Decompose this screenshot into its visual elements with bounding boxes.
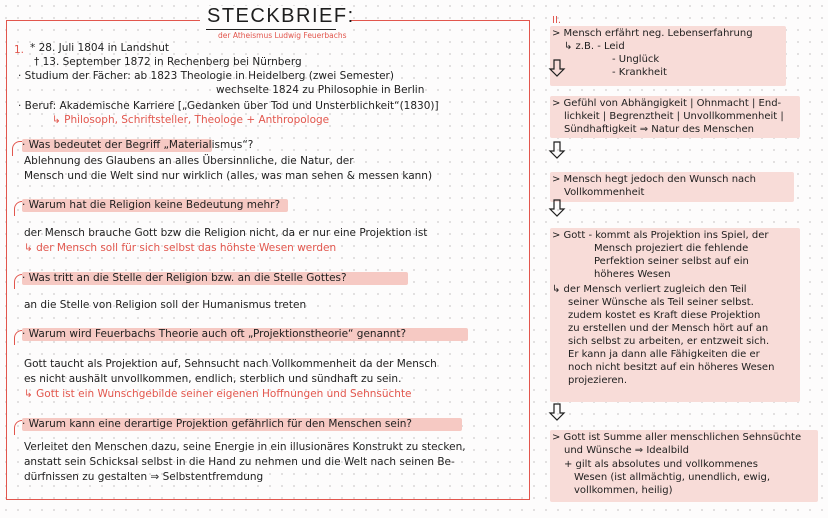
page-title: STECKBRIEF: <box>207 5 355 27</box>
question-4: · Warum wird Feuerbachs Theorie auch oft „Projektionstheorie“ genannt? <box>22 328 407 340</box>
question-2: · Warum hat die Religion keine Bedeutung mehr? <box>22 199 281 211</box>
question-3: · Was tritt an die Stelle der Religion bzw. an die Stelle Gottes? <box>22 272 347 284</box>
conclusion-4: ↳ Gott ist ein Wunschgebilde seiner eigenen Hoffnungen und Sehnsüchte <box>24 388 412 400</box>
answer-2-line-1: der Mensch brauche Gott bzw die Religion nicht, da er nur eine Projektion ist <box>24 227 428 239</box>
flow-box-5-line: Wesen (ist allmächtig, unendlich, ewig, <box>574 472 771 483</box>
birth-line: * 28. Juli 1804 in Landshut <box>30 42 170 54</box>
flow-box-2 <box>550 96 800 138</box>
question-1: · Was bedeutet der Begriff „Materialismus“? <box>22 139 254 151</box>
page-subtitle: der Atheismus Ludwig Feuerbachs <box>218 31 347 40</box>
title-underline <box>206 29 336 30</box>
answer-5-line-2: anstatt sein Schicksal selbst in die Hand zu nehmen und die Welt nach seinen Be- <box>24 456 455 468</box>
flow-box-4-line: zu erstellen und der Mensch hört auf an <box>568 323 769 334</box>
flow-box-5 <box>550 430 818 502</box>
flow-box-4-line: Er kann ja dann alle Fähigkeiten die er <box>568 349 760 360</box>
flow-box-2-line: > Gefühl von Abhängigkeit | Ohnmacht | End- <box>552 98 782 109</box>
flow-box-5-line: > Gott ist Summe aller menschlichen Sehnsüchte <box>552 432 802 443</box>
flow-box-4 <box>550 228 800 402</box>
flow-box-1-line: ↳ z.B. - Leid <box>564 41 625 52</box>
flow-box-5-line: und Wünsche ⇒ Idealbild <box>564 445 689 456</box>
flow-box-4-line: projezieren. <box>568 375 628 386</box>
profession-line: ↳ Philosoph, Schriftsteller, Theologe + Anthropologe <box>52 114 330 126</box>
study-line-2: wechselte 1824 zu Philosophie in Berlin <box>216 84 425 96</box>
section-2-number: II. <box>552 15 562 26</box>
answer-5-line-3: dürfnissen zu gestalten ⇒ Selbstentfremdung <box>24 471 264 483</box>
section-number: 1. <box>14 44 25 56</box>
flow-box-2-line: Sündhaftigkeit ⇒ Natur des Menschen <box>564 124 754 135</box>
answer-4-line-1: Gott taucht als Projektion auf, Sehnsucht nach Vollkommenheit da der Mensch <box>24 358 437 370</box>
answer-5-line-1: Verleitet den Menschen dazu, seine Energie in ein illusionäres Konstrukt zu stecken, <box>24 441 466 453</box>
down-arrow-icon <box>548 140 566 160</box>
flow-box-3-line: > Mensch hegt jedoch den Wunsch nach <box>552 174 756 185</box>
flow-box-2-line: lichkeit | Begrenztheit | Unvollkommenheit | <box>564 111 784 122</box>
study-line-1: · Studium der Fächer: ab 1823 Theologie in Heidelberg (zwei Semester) <box>18 70 394 82</box>
flow-box-1-line: - Unglück <box>612 54 660 65</box>
answer-4-line-2: es nicht aushält unvollkommen, endlich, sterblich und sündhaft zu sein. <box>24 373 402 385</box>
down-arrow-icon <box>548 402 566 422</box>
conclusion-2: ↳ der Mensch soll für sich selbst das höhste Wesen werden <box>24 242 337 254</box>
flow-box-1 <box>550 26 786 86</box>
answer-1-line-2: Mensch und die Welt sind nur wirklich (alles, was man sehen & messen kann) <box>24 170 433 182</box>
flow-box-4-line: Perfektion seiner selbst auf ein <box>594 256 749 267</box>
answer-1-line-1: Ablehnung des Glaubens an alles Übersinnliche, die Natur, der <box>24 155 354 167</box>
flow-box-4-line: seiner Wünsche als Teil seiner selbst. <box>568 297 754 308</box>
flow-box-4-line: höheres Wesen <box>594 269 671 280</box>
death-line: † 13. September 1872 in Rechenberg bei Nürnberg <box>34 56 302 68</box>
answer-3-line-1: an die Stelle von Religion soll der Humanismus treten <box>24 299 307 311</box>
flow-box-4-line: noch nicht besitzt auf ein höheres Wesen <box>568 362 775 373</box>
down-arrow-icon <box>548 198 566 218</box>
flow-box-4-line: sich selbst zu arbeiten, er entzweit sich. <box>568 336 770 347</box>
flow-box-4-line: ↳ der Mensch verliert zugleich den Teil <box>552 284 747 295</box>
flow-box-5-line: vollkommen, heilig) <box>574 485 673 496</box>
flow-box-4-line: zudem kostet es Kraft diese Projektion <box>568 310 761 321</box>
down-arrow-icon <box>548 58 566 78</box>
flow-box-1-line: > Mensch erfährt neg. Lebenserfahrung <box>552 28 753 39</box>
flow-box-1-line: - Krankheit <box>612 67 667 78</box>
flow-box-3-line: Vollkommenheit <box>564 187 645 198</box>
flow-box-5-line: + gilt als absolutes und vollkommenes <box>564 459 758 470</box>
question-hook-icon <box>12 141 22 156</box>
flow-box-4-line: > Gott - kommt als Projektion ins Spiel, der <box>552 230 769 241</box>
flow-box-4-line: Mensch projeziert die fehlende <box>594 243 749 254</box>
career-line: · Beruf: Akademische Karriere [„Gedanken über Tod und Unsterblichkeit“(1830)] <box>18 100 439 112</box>
flow-box-3 <box>550 172 794 202</box>
question-5: · Warum kann eine derartige Projektion gefährlich für den Menschen sein? <box>22 418 412 430</box>
